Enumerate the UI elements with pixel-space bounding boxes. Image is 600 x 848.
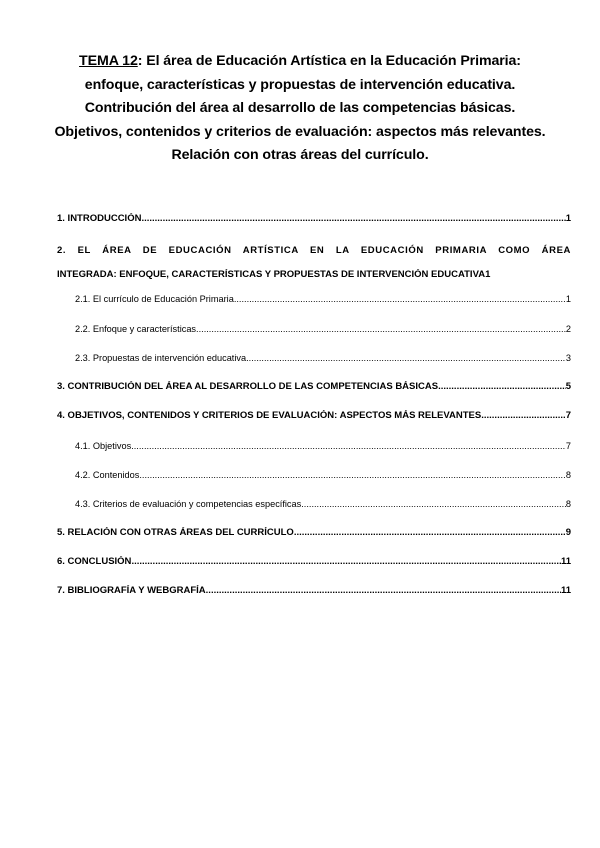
toc-entry-line-2 <box>57 269 571 281</box>
toc-page-number: 7 <box>565 441 571 451</box>
toc-leader-dots <box>206 585 561 597</box>
toc-entry-bibliografia[interactable] <box>57 585 571 597</box>
title-line-5: Relación con otras áreas del currículo. <box>171 147 429 164</box>
toc-leader-dots <box>131 440 566 452</box>
toc-entry-relacion[interactable] <box>57 527 571 539</box>
toc-entry-area-educacion-artistica[interactable] <box>57 245 571 281</box>
toc-entry-label-line-1: 2. EL ÁREA DE EDUCACIÓN ARTÍSTICA EN LA EDUCACIÓN PRIMARIA COMO ÁREA <box>57 245 571 256</box>
toc-entry-label: 7. BIBLIOGRAFÍA Y WEBGRAFÍA <box>57 585 206 596</box>
toc-leader-dots <box>139 469 566 481</box>
toc-entry-criterios[interactable] <box>57 498 571 510</box>
toc-leader-dots <box>141 213 565 225</box>
toc-entry-contribucion[interactable] <box>57 381 571 393</box>
toc-entry-label: 2.1. El currículo de Educación Primaria <box>75 294 234 304</box>
toc-entry-label: 4.1. Objetivos <box>75 441 132 451</box>
toc-page-number: 7 <box>565 410 571 421</box>
toc-entry-label-line-2: INTEGRADA: ENFOQUE, CARACTERÍSTICAS Y PROPUESTAS DE INTERVENCIÓN EDUCATIVA <box>57 269 486 280</box>
toc-entry-label: 2.3. Propuestas de intervención educativa. <box>75 353 249 363</box>
toc-entry-label: 3. CONTRIBUCIÓN DEL ÁREA AL DESARROLLO DE LAS COMPETENCIAS BÁSICAS <box>57 381 439 392</box>
toc-entry-label: 5. RELACIÓN CON OTRAS ÁREAS DEL CURRÍCULO <box>57 527 294 538</box>
toc-leader-dots <box>304 498 566 510</box>
toc-entry-contenidos[interactable] <box>57 469 571 481</box>
toc-entry-label: 1. INTRODUCCIÓN <box>57 213 142 224</box>
toc-leader-dots <box>481 410 565 422</box>
toc-leader-dots <box>131 556 561 568</box>
toc-page-number: 5 <box>565 381 571 392</box>
toc-leader-dots <box>199 323 566 335</box>
toc-entry-conclusion[interactable] <box>57 556 571 568</box>
toc-entry-enfoque[interactable] <box>57 323 571 335</box>
toc-page-number: 8 <box>565 499 571 509</box>
title-line-1-text: : El área de Educación Artística en la Educación Primaria: <box>137 53 521 69</box>
title-line-3: Contribución del área al desarrollo de las competencias básicas. <box>84 100 516 117</box>
toc-page-number: 1 <box>485 269 491 280</box>
toc-entry-label: 4.3. Criterios de evaluación y competencias específicas. <box>75 499 304 509</box>
title-line-2: enfoque, características y propuestas de intervención educativa. <box>84 76 516 93</box>
toc-entry-label: 2.2. Enfoque y características. <box>75 324 199 334</box>
toc-entry-propuestas[interactable] <box>57 352 571 364</box>
toc-entry-introduccion[interactable] <box>57 213 571 225</box>
toc-leader-dots <box>249 352 566 364</box>
document-title <box>40 50 560 168</box>
toc-page-number: 11 <box>560 585 571 596</box>
toc-entry-curriculo[interactable] <box>57 293 571 305</box>
toc-leader-dots <box>294 527 566 539</box>
title-line-1 <box>40 50 560 74</box>
toc-page-number: 2 <box>565 324 571 334</box>
toc-entry-label: 4.2. Contenidos <box>75 470 140 480</box>
toc-page-number: 3 <box>565 353 571 363</box>
toc-entry-label: 4. OBJETIVOS, CONTENIDOS Y CRITERIOS DE EVALUACIÓN: ASPECTOS MÁS RELEVANTES <box>57 410 482 421</box>
toc-entry-objetivos[interactable] <box>57 440 571 452</box>
toc-page-number: 1 <box>565 294 571 304</box>
toc-page-number: 11 <box>560 556 571 567</box>
toc-entry-objetivos-contenidos[interactable] <box>57 410 571 422</box>
title-line-4: Objetivos, contenidos y criterios de evaluación: aspectos más relevantes. <box>54 123 546 140</box>
toc-page-number: 9 <box>565 527 571 538</box>
toc-leader-dots <box>438 381 566 393</box>
toc-page-number: 1 <box>565 213 571 224</box>
toc-entry-label: 6. CONCLUSIÓN <box>57 556 132 567</box>
toc-leader-dots <box>234 293 566 305</box>
tema-label: TEMA 12 <box>79 53 138 69</box>
toc-page-number: 8 <box>565 470 571 480</box>
